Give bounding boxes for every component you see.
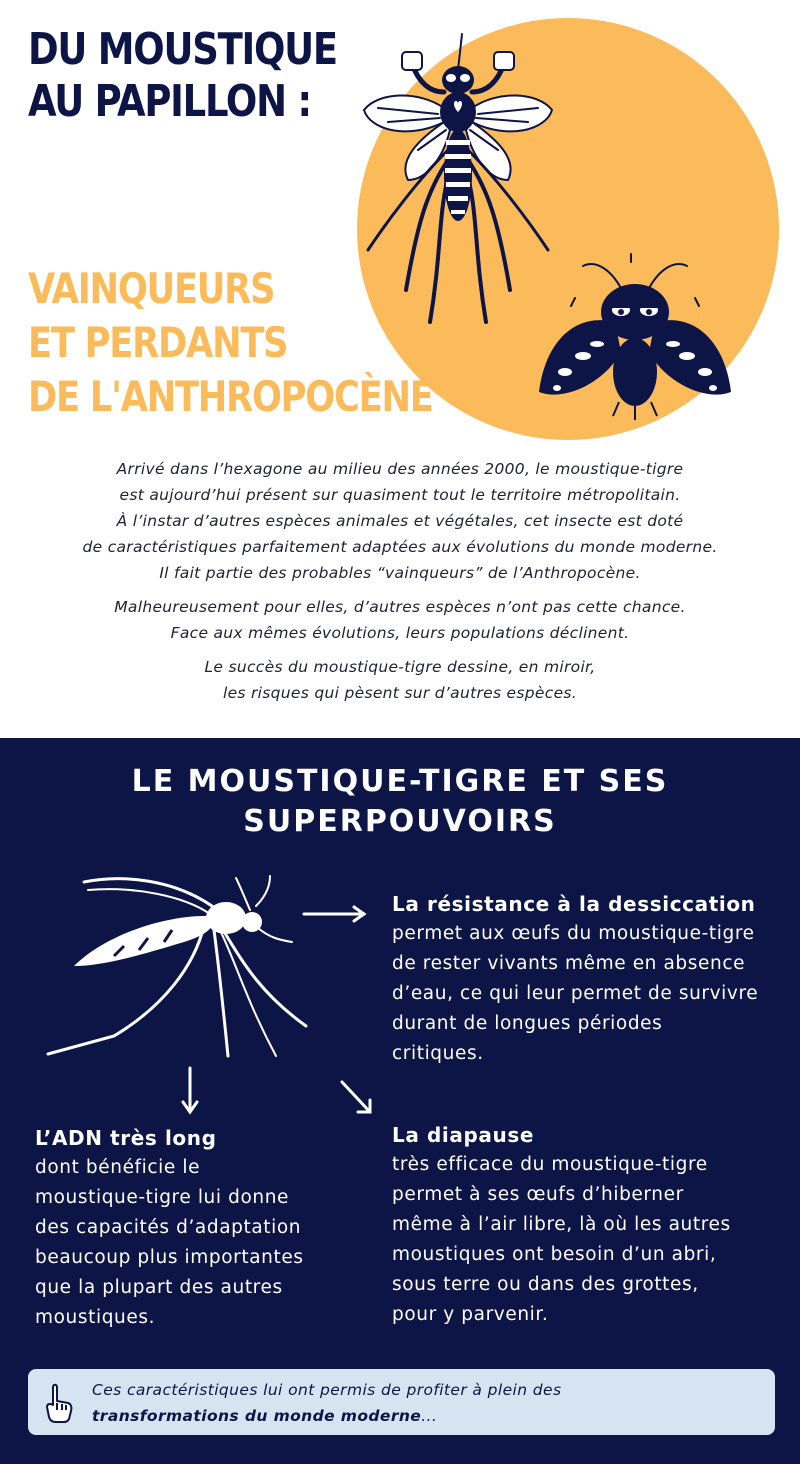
note-strong: transformations du monde moderne bbox=[92, 1407, 422, 1425]
superpower-line: moustique-tigre lui donne bbox=[35, 1187, 290, 1208]
superpower-heading: L’ADN très long bbox=[35, 1126, 217, 1150]
subtitle-line: VAINQUEURS bbox=[28, 264, 275, 313]
intro-paragraph bbox=[0, 456, 800, 586]
intro-paragraph bbox=[0, 654, 800, 706]
arrow-right-icon bbox=[302, 904, 368, 924]
superpower-line: critiques. bbox=[392, 1043, 484, 1064]
intro-line: Face aux mêmes évolutions, leurs populations déclinent. bbox=[170, 624, 630, 642]
intro-paragraph bbox=[0, 594, 800, 646]
intro-line: les risques qui pèsent sur d’autres espèces. bbox=[222, 684, 578, 702]
arrow-down-right-icon bbox=[338, 1078, 374, 1116]
section-title-line: SUPERPOUVOIRS bbox=[243, 804, 557, 839]
intro-line: de caractéristiques parfaitement adaptées aux évolutions du monde moderne. bbox=[82, 538, 718, 556]
superpower-desiccation bbox=[392, 889, 797, 1069]
note-text bbox=[92, 1377, 762, 1429]
butterfly-illustration-icon bbox=[535, 252, 735, 422]
superpowers-section bbox=[0, 738, 800, 1464]
subtitle-line: ET PERDANTS bbox=[28, 318, 288, 367]
superpower-line: même à l’air libre, là où les autres bbox=[392, 1214, 731, 1235]
superpower-line: dont bénéficie le bbox=[35, 1157, 201, 1178]
subtitle-line: DE L'ANTHROPOCÈNE bbox=[28, 372, 433, 421]
superpower-line: des capacités d’adaptation bbox=[35, 1217, 302, 1238]
pointing-hand-icon bbox=[44, 1383, 74, 1423]
intro-line: est aujourd’hui présent sur quasiment tout le territoire métropolitain. bbox=[119, 486, 681, 504]
intro-line: Il fait partie des probables “vainqueurs” de l’Anthropocène. bbox=[159, 564, 641, 582]
superpower-line: que la plupart des autres bbox=[35, 1277, 283, 1298]
superpower-line: durant de longues périodes bbox=[392, 1013, 663, 1034]
intro-line: Malheureusement pour elles, d’autres espèces n’ont pas cette chance. bbox=[114, 598, 686, 616]
superpower-line: pour y parvenir. bbox=[392, 1304, 549, 1325]
superpower-heading: La diapause bbox=[392, 1123, 534, 1147]
superpower-line: permet aux œufs du moustique-tigre bbox=[392, 923, 755, 944]
mosquito-illustration-icon bbox=[358, 30, 558, 330]
intro-line: Arrivé dans l’hexagone au milieu des années 2000, le moustique-tigre bbox=[116, 460, 684, 478]
mosquito-silhouette-icon bbox=[44, 866, 309, 1061]
superpower-line: permet à ses œufs d’hiberner bbox=[392, 1184, 684, 1205]
superpower-line: beaucoup plus importantes bbox=[35, 1247, 304, 1268]
superpower-line: moustiques ont besoin d’un abri, bbox=[392, 1244, 717, 1265]
page-title bbox=[28, 24, 337, 128]
arrow-down-icon bbox=[180, 1066, 200, 1116]
superpower-line: très efficace du moustique-tigre bbox=[392, 1154, 708, 1175]
intro-text bbox=[0, 456, 800, 714]
section-title-line: LE MOUSTIQUE-TIGRE ET SES bbox=[131, 764, 669, 799]
title-line: AU PAPILLON : bbox=[28, 76, 311, 127]
superpower-diapause bbox=[392, 1120, 772, 1330]
superpower-heading: La résistance à la dessiccation bbox=[392, 892, 756, 916]
note-box bbox=[28, 1369, 775, 1435]
note-ellipsis: ... bbox=[421, 1407, 438, 1425]
section-title bbox=[0, 762, 800, 842]
title-line: DU MOUSTIQUE bbox=[28, 24, 337, 75]
note-line: Ces caractéristiques lui ont permis de profiter à plein des bbox=[92, 1381, 562, 1399]
superpower-dna bbox=[35, 1123, 355, 1333]
intro-line: À l’instar d’autres espèces animales et végétales, cet insecte est doté bbox=[116, 512, 684, 530]
intro-line: Le succès du moustique-tigre dessine, en miroir, bbox=[204, 658, 596, 676]
superpower-line: de rester vivants même en absence bbox=[392, 953, 746, 974]
superpower-line: sous terre ou dans des grottes, bbox=[392, 1274, 699, 1295]
superpower-line: moustiques. bbox=[35, 1307, 156, 1328]
superpower-line: d’eau, ce qui leur permet de survivre bbox=[392, 983, 759, 1004]
